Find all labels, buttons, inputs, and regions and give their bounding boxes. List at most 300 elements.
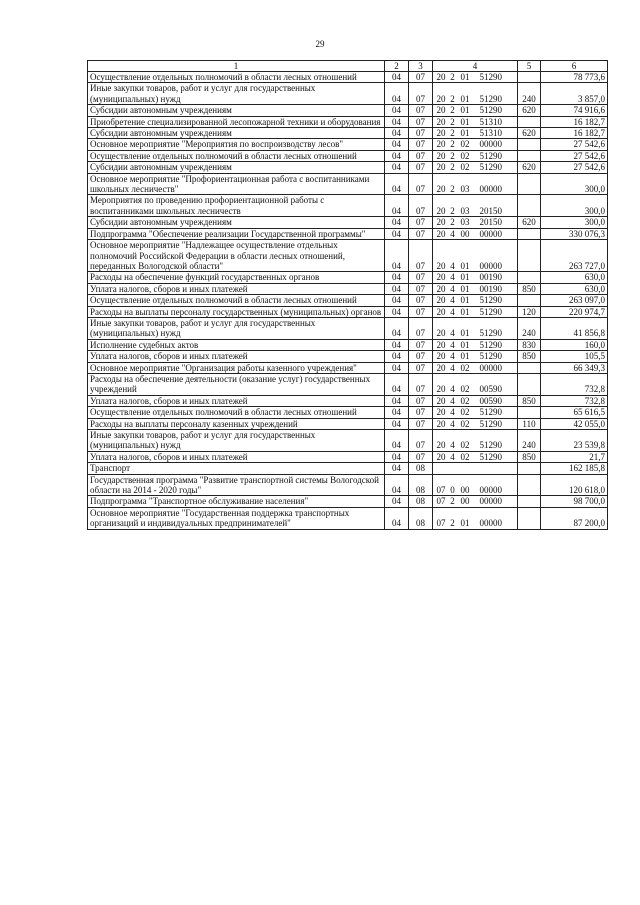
code-direction: 00000 — [479, 260, 502, 271]
row-target-code — [433, 228, 518, 239]
row-target-code — [433, 430, 518, 452]
code-activity: 01 — [460, 328, 470, 339]
code-direction: 51290 — [479, 339, 502, 350]
row-target-code — [433, 116, 518, 127]
code-direction: 51310 — [479, 116, 502, 127]
code-direction: 51290 — [479, 93, 502, 104]
row-target-code — [433, 162, 518, 173]
code-subprogram: 2 — [450, 116, 455, 127]
code-activity: 00 — [460, 496, 470, 507]
table-row — [88, 362, 608, 373]
row-target-code — [433, 195, 518, 217]
code-direction: 51290 — [479, 328, 502, 339]
row-subsection: 08 — [409, 463, 433, 474]
code-subprogram: 4 — [450, 283, 455, 294]
row-expense-type: 120 — [518, 306, 541, 317]
row-subsection: 07 — [409, 430, 433, 452]
row-subsection: 07 — [409, 83, 433, 105]
table-row — [88, 407, 608, 418]
code-subprogram: 4 — [450, 339, 455, 350]
row-amount: 27 542,6 — [541, 150, 608, 161]
row-subsection: 07 — [409, 116, 433, 127]
code-activity: 02 — [460, 362, 470, 373]
code-direction: 00000 — [479, 496, 502, 507]
table-row — [88, 240, 608, 272]
code-subprogram: 4 — [450, 362, 455, 373]
row-name: Субсидии автономным учреждениям — [88, 217, 385, 228]
code-direction: 20150 — [479, 217, 502, 228]
row-amount: 162 185,8 — [541, 463, 608, 474]
row-amount: 630,0 — [541, 272, 608, 283]
row-subsection: 07 — [409, 395, 433, 406]
code-program: 20 — [436, 150, 446, 161]
row-section: 04 — [385, 496, 409, 507]
code-program: 20 — [436, 93, 446, 104]
row-subsection: 07 — [409, 139, 433, 150]
code-program: 07 — [436, 485, 446, 496]
row-subsection: 07 — [409, 283, 433, 294]
row-expense-type — [518, 463, 541, 474]
row-subsection: 07 — [409, 339, 433, 350]
code-subprogram: 2 — [450, 93, 455, 104]
table-row — [88, 105, 608, 116]
code-subprogram: 4 — [450, 272, 455, 283]
code-subprogram: 2 — [450, 217, 455, 228]
code-subprogram: 4 — [450, 418, 455, 429]
row-target-code — [433, 139, 518, 150]
row-section: 04 — [385, 195, 409, 217]
row-target-code — [433, 507, 518, 529]
code-direction: 00000 — [479, 184, 502, 195]
code-direction: 51290 — [479, 306, 502, 317]
row-name: Субсидии автономным учреждениям — [88, 128, 385, 139]
row-subsection: 07 — [409, 418, 433, 429]
row-target-code — [433, 306, 518, 317]
row-amount: 66 349,3 — [541, 362, 608, 373]
table-row — [88, 150, 608, 161]
row-expense-type: 850 — [518, 451, 541, 462]
row-target-code — [433, 407, 518, 418]
row-section: 04 — [385, 351, 409, 362]
row-amount: 41 856,8 — [541, 317, 608, 339]
row-expense-type — [518, 116, 541, 127]
code-direction: 51290 — [479, 418, 502, 429]
row-expense-type — [518, 272, 541, 283]
row-expense-type: 830 — [518, 339, 541, 350]
row-amount: 300,0 — [541, 195, 608, 217]
row-subsection: 07 — [409, 351, 433, 362]
code-program: 20 — [436, 395, 446, 406]
row-target-code — [433, 451, 518, 462]
code-subprogram: 4 — [450, 295, 455, 306]
row-name: Основное мероприятие "Надлежащее осуществление отдельных полномочий Российской Федерации в области лесных отношений, переданных Вологодской области" — [88, 240, 385, 272]
code-activity: 02 — [460, 139, 470, 150]
code-program: 20 — [436, 306, 446, 317]
row-name: Основное мероприятие "Государственная поддержка транспортных организаций и индивидуальных предпринимателей" — [88, 507, 385, 529]
row-section: 04 — [385, 407, 409, 418]
row-target-code — [433, 373, 518, 395]
code-subprogram: 2 — [450, 518, 455, 529]
code-program: 20 — [436, 205, 446, 216]
code-subprogram: 2 — [450, 184, 455, 195]
row-subsection: 07 — [409, 195, 433, 217]
row-expense-type: 240 — [518, 317, 541, 339]
code-activity: 02 — [460, 440, 470, 451]
row-subsection: 07 — [409, 451, 433, 462]
table-row — [88, 72, 608, 83]
row-expense-type: 620 — [518, 162, 541, 173]
row-expense-type — [518, 373, 541, 395]
row-target-code — [433, 317, 518, 339]
row-name: Транспорт — [88, 463, 385, 474]
row-target-code — [433, 395, 518, 406]
table-row — [88, 128, 608, 139]
code-program: 20 — [436, 339, 446, 350]
table-row — [88, 195, 608, 217]
code-direction: 51290 — [479, 72, 502, 82]
row-amount: 630,0 — [541, 283, 608, 294]
row-target-code — [433, 240, 518, 272]
row-name: Уплата налогов, сборов и иных платежей — [88, 351, 385, 362]
row-target-code — [433, 217, 518, 228]
code-activity: 01 — [460, 272, 470, 283]
code-direction: 00000 — [479, 139, 502, 150]
row-section: 04 — [385, 240, 409, 272]
table-row — [88, 217, 608, 228]
row-subsection: 07 — [409, 150, 433, 161]
code-subprogram: 4 — [450, 395, 455, 406]
row-amount: 160,0 — [541, 339, 608, 350]
table-row — [88, 507, 608, 529]
row-section: 04 — [385, 283, 409, 294]
row-name: Приобретение специализированной лесопожарной техники и оборудования — [88, 116, 385, 127]
table-row — [88, 451, 608, 462]
code-subprogram: 4 — [450, 384, 455, 395]
code-program: 20 — [436, 283, 446, 294]
code-activity: 03 — [460, 184, 470, 195]
row-expense-type: 620 — [518, 128, 541, 139]
code-program: 20 — [436, 162, 446, 173]
row-amount: 330 076,3 — [541, 228, 608, 239]
row-expense-type: 850 — [518, 351, 541, 362]
row-subsection: 07 — [409, 228, 433, 239]
row-expense-type — [518, 150, 541, 161]
row-name: Иные закупки товаров, работ и услуг для государственных (муниципальных) нужд — [88, 83, 385, 105]
code-direction: 20150 — [479, 205, 502, 216]
code-subprogram: 2 — [450, 162, 455, 173]
row-subsection: 07 — [409, 173, 433, 195]
row-name: Расходы на выплаты персоналу государственных (муниципальных) органов — [88, 306, 385, 317]
header-col-6: 6 — [541, 61, 608, 72]
row-name: Основное мероприятие "Организация работы казенного учреждения" — [88, 362, 385, 373]
row-name: Расходы на обеспечение деятельности (оказание услуг) государственных учреждений — [88, 373, 385, 395]
code-activity: 01 — [460, 128, 470, 139]
code-subprogram: 2 — [450, 496, 455, 507]
row-target-code — [433, 83, 518, 105]
row-name: Уплата налогов, сборов и иных платежей — [88, 283, 385, 294]
code-subprogram: 4 — [450, 440, 455, 451]
code-activity: 03 — [460, 205, 470, 216]
code-direction: 51310 — [479, 128, 502, 139]
code-activity: 02 — [460, 384, 470, 395]
row-expense-type: 240 — [518, 430, 541, 452]
row-amount: 21,7 — [541, 451, 608, 462]
row-amount: 27 542,6 — [541, 162, 608, 173]
row-expense-type — [518, 139, 541, 150]
code-direction: 00590 — [479, 384, 502, 395]
row-name: Подпрограмма "Обеспечение реализации Государственной программы" — [88, 228, 385, 239]
code-program: 20 — [436, 351, 446, 362]
row-section: 04 — [385, 150, 409, 161]
code-direction: 51290 — [479, 440, 502, 451]
row-subsection: 07 — [409, 373, 433, 395]
row-expense-type — [518, 173, 541, 195]
row-amount: 98 700,0 — [541, 496, 608, 507]
table-row — [88, 139, 608, 150]
code-direction: 00000 — [479, 362, 502, 373]
table-row — [88, 283, 608, 294]
row-name: Подпрограмма "Транспортное обслуживание населения" — [88, 496, 385, 507]
code-activity: 01 — [460, 283, 470, 294]
code-direction: 00590 — [479, 395, 502, 406]
row-target-code — [433, 283, 518, 294]
code-direction: 51290 — [479, 351, 502, 362]
row-amount: 78 773,6 — [541, 72, 608, 83]
row-section: 04 — [385, 173, 409, 195]
row-subsection: 07 — [409, 162, 433, 173]
row-name: Уплата налогов, сборов и иных платежей — [88, 451, 385, 462]
row-section: 04 — [385, 228, 409, 239]
row-amount: 120 618,0 — [541, 474, 608, 496]
row-target-code — [433, 418, 518, 429]
row-target-code — [433, 173, 518, 195]
row-section: 04 — [385, 306, 409, 317]
row-name: Субсидии автономным учреждениям — [88, 162, 385, 173]
row-amount: 263 727,0 — [541, 240, 608, 272]
code-subprogram: 4 — [450, 407, 455, 418]
row-target-code — [433, 272, 518, 283]
row-name: Государственная программа "Развитие транспортной системы Вологодской области на 2014 - 2020 годы" — [88, 474, 385, 496]
code-activity: 02 — [460, 150, 470, 161]
code-subprogram: 2 — [450, 72, 455, 82]
code-subprogram: 2 — [450, 139, 455, 150]
table-row — [88, 317, 608, 339]
code-direction: 00190 — [479, 272, 502, 283]
row-amount: 74 916,6 — [541, 105, 608, 116]
code-activity: 00 — [460, 228, 470, 239]
row-subsection: 07 — [409, 240, 433, 272]
code-direction: 51290 — [479, 407, 502, 418]
row-section: 04 — [385, 430, 409, 452]
row-subsection: 07 — [409, 272, 433, 283]
row-amount: 65 616,5 — [541, 407, 608, 418]
code-activity: 01 — [460, 260, 470, 271]
code-activity: 01 — [460, 306, 470, 317]
row-section: 04 — [385, 272, 409, 283]
table-row — [88, 306, 608, 317]
row-name: Осуществление отдельных полномочий в области лесных отношений — [88, 295, 385, 306]
row-subsection: 07 — [409, 407, 433, 418]
row-subsection: 07 — [409, 317, 433, 339]
row-section: 04 — [385, 474, 409, 496]
budget-table — [87, 60, 608, 530]
code-program: 20 — [436, 139, 446, 150]
row-name: Исполнение судебных актов — [88, 339, 385, 350]
table-row — [88, 173, 608, 195]
code-program: 20 — [436, 328, 446, 339]
header-col-2: 2 — [385, 61, 409, 72]
row-subsection: 07 — [409, 295, 433, 306]
table-row — [88, 295, 608, 306]
table-row — [88, 228, 608, 239]
table-header-row — [88, 61, 608, 72]
table-row — [88, 496, 608, 507]
code-program: 20 — [436, 228, 446, 239]
code-activity: 01 — [460, 105, 470, 116]
row-section: 04 — [385, 507, 409, 529]
code-subprogram: 2 — [450, 128, 455, 139]
row-amount: 105,5 — [541, 351, 608, 362]
code-program: 20 — [436, 418, 446, 429]
row-section: 04 — [385, 83, 409, 105]
page-number: 29 — [315, 39, 325, 49]
header-col-4: 4 — [433, 61, 518, 72]
row-expense-type — [518, 195, 541, 217]
row-amount: 16 182,7 — [541, 128, 608, 139]
code-direction: 00000 — [479, 228, 502, 239]
row-section: 04 — [385, 105, 409, 116]
row-name: Расходы на выплаты персоналу казенных учреждений — [88, 418, 385, 429]
table-row — [88, 418, 608, 429]
code-activity: 02 — [460, 395, 470, 406]
table-row — [88, 162, 608, 173]
code-subprogram: 4 — [450, 328, 455, 339]
row-target-code — [433, 351, 518, 362]
row-name: Уплата налогов, сборов и иных платежей — [88, 395, 385, 406]
row-amount: 300,0 — [541, 173, 608, 195]
table-row — [88, 83, 608, 105]
code-program: 20 — [436, 362, 446, 373]
code-program: 20 — [436, 440, 446, 451]
header-col-3: 3 — [409, 61, 433, 72]
row-amount: 23 539,8 — [541, 430, 608, 452]
row-expense-type — [518, 295, 541, 306]
row-expense-type: 620 — [518, 217, 541, 228]
row-amount: 27 542,6 — [541, 139, 608, 150]
row-expense-type — [518, 72, 541, 83]
row-expense-type — [518, 228, 541, 239]
row-subsection: 08 — [409, 507, 433, 529]
row-amount: 3 857,0 — [541, 83, 608, 105]
row-subsection: 07 — [409, 105, 433, 116]
row-subsection: 07 — [409, 362, 433, 373]
header-col-1: 1 — [88, 61, 385, 72]
code-direction: 51290 — [479, 162, 502, 173]
code-program: 20 — [436, 384, 446, 395]
code-direction: 00190 — [479, 283, 502, 294]
row-amount: 263 097,0 — [541, 295, 608, 306]
row-subsection: 07 — [409, 217, 433, 228]
table-row — [88, 430, 608, 452]
row-expense-type — [518, 474, 541, 496]
row-expense-type — [518, 507, 541, 529]
code-program: 20 — [436, 295, 446, 306]
row-amount: 732,8 — [541, 373, 608, 395]
code-program: 20 — [436, 272, 446, 283]
row-amount: 42 055,0 — [541, 418, 608, 429]
row-section: 04 — [385, 72, 409, 83]
code-subprogram: 2 — [450, 150, 455, 161]
row-amount: 16 182,7 — [541, 116, 608, 127]
code-subprogram: 4 — [450, 351, 455, 362]
code-activity: 02 — [460, 418, 470, 429]
row-subsection: 08 — [409, 474, 433, 496]
code-subprogram: 0 — [450, 485, 455, 496]
table-row — [88, 474, 608, 496]
row-expense-type — [518, 362, 541, 373]
code-subprogram: 2 — [450, 205, 455, 216]
table-row — [88, 395, 608, 406]
code-program: 20 — [436, 116, 446, 127]
code-subprogram: 4 — [450, 306, 455, 317]
table-row — [88, 272, 608, 283]
row-target-code — [433, 150, 518, 161]
row-amount: 300,0 — [541, 217, 608, 228]
code-activity: 01 — [460, 339, 470, 350]
row-name: Субсидии автономным учреждениям — [88, 105, 385, 116]
row-name: Иные закупки товаров, работ и услуг для государственных (муниципальных) нужд — [88, 430, 385, 452]
code-program: 07 — [436, 496, 446, 507]
row-section: 04 — [385, 128, 409, 139]
row-subsection: 07 — [409, 128, 433, 139]
table-row — [88, 463, 608, 474]
row-target-code — [433, 496, 518, 507]
row-target-code — [433, 463, 518, 474]
row-target-code — [433, 105, 518, 116]
code-activity: 01 — [460, 295, 470, 306]
row-section: 04 — [385, 139, 409, 150]
code-program: 20 — [436, 217, 446, 228]
table-row — [88, 116, 608, 127]
row-section: 04 — [385, 217, 409, 228]
code-program: 20 — [436, 72, 446, 82]
row-expense-type: 850 — [518, 395, 541, 406]
code-program: 20 — [436, 260, 446, 271]
row-expense-type: 240 — [518, 83, 541, 105]
row-section: 04 — [385, 418, 409, 429]
row-name: Иные закупки товаров, работ и услуг для государственных (муниципальных) нужд — [88, 317, 385, 339]
row-name: Основное мероприятие "Профориентационная работа с воспитанниками школьных лесничеств" — [88, 173, 385, 195]
row-name: Осуществление отдельных полномочий в области лесных отношений — [88, 72, 385, 83]
row-expense-type — [518, 407, 541, 418]
code-activity: 02 — [460, 407, 470, 418]
row-subsection: 08 — [409, 496, 433, 507]
code-direction: 51290 — [479, 451, 502, 462]
row-amount: 87 200,0 — [541, 507, 608, 529]
code-subprogram: 2 — [450, 105, 455, 116]
row-amount: 220 974,7 — [541, 306, 608, 317]
row-target-code — [433, 362, 518, 373]
row-expense-type: 620 — [518, 105, 541, 116]
row-section: 04 — [385, 362, 409, 373]
row-expense-type: 110 — [518, 418, 541, 429]
code-program: 20 — [436, 128, 446, 139]
table-row — [88, 351, 608, 362]
code-subprogram: 4 — [450, 260, 455, 271]
header-col-5: 5 — [518, 61, 541, 72]
code-program: 20 — [436, 407, 446, 418]
row-subsection: 07 — [409, 306, 433, 317]
